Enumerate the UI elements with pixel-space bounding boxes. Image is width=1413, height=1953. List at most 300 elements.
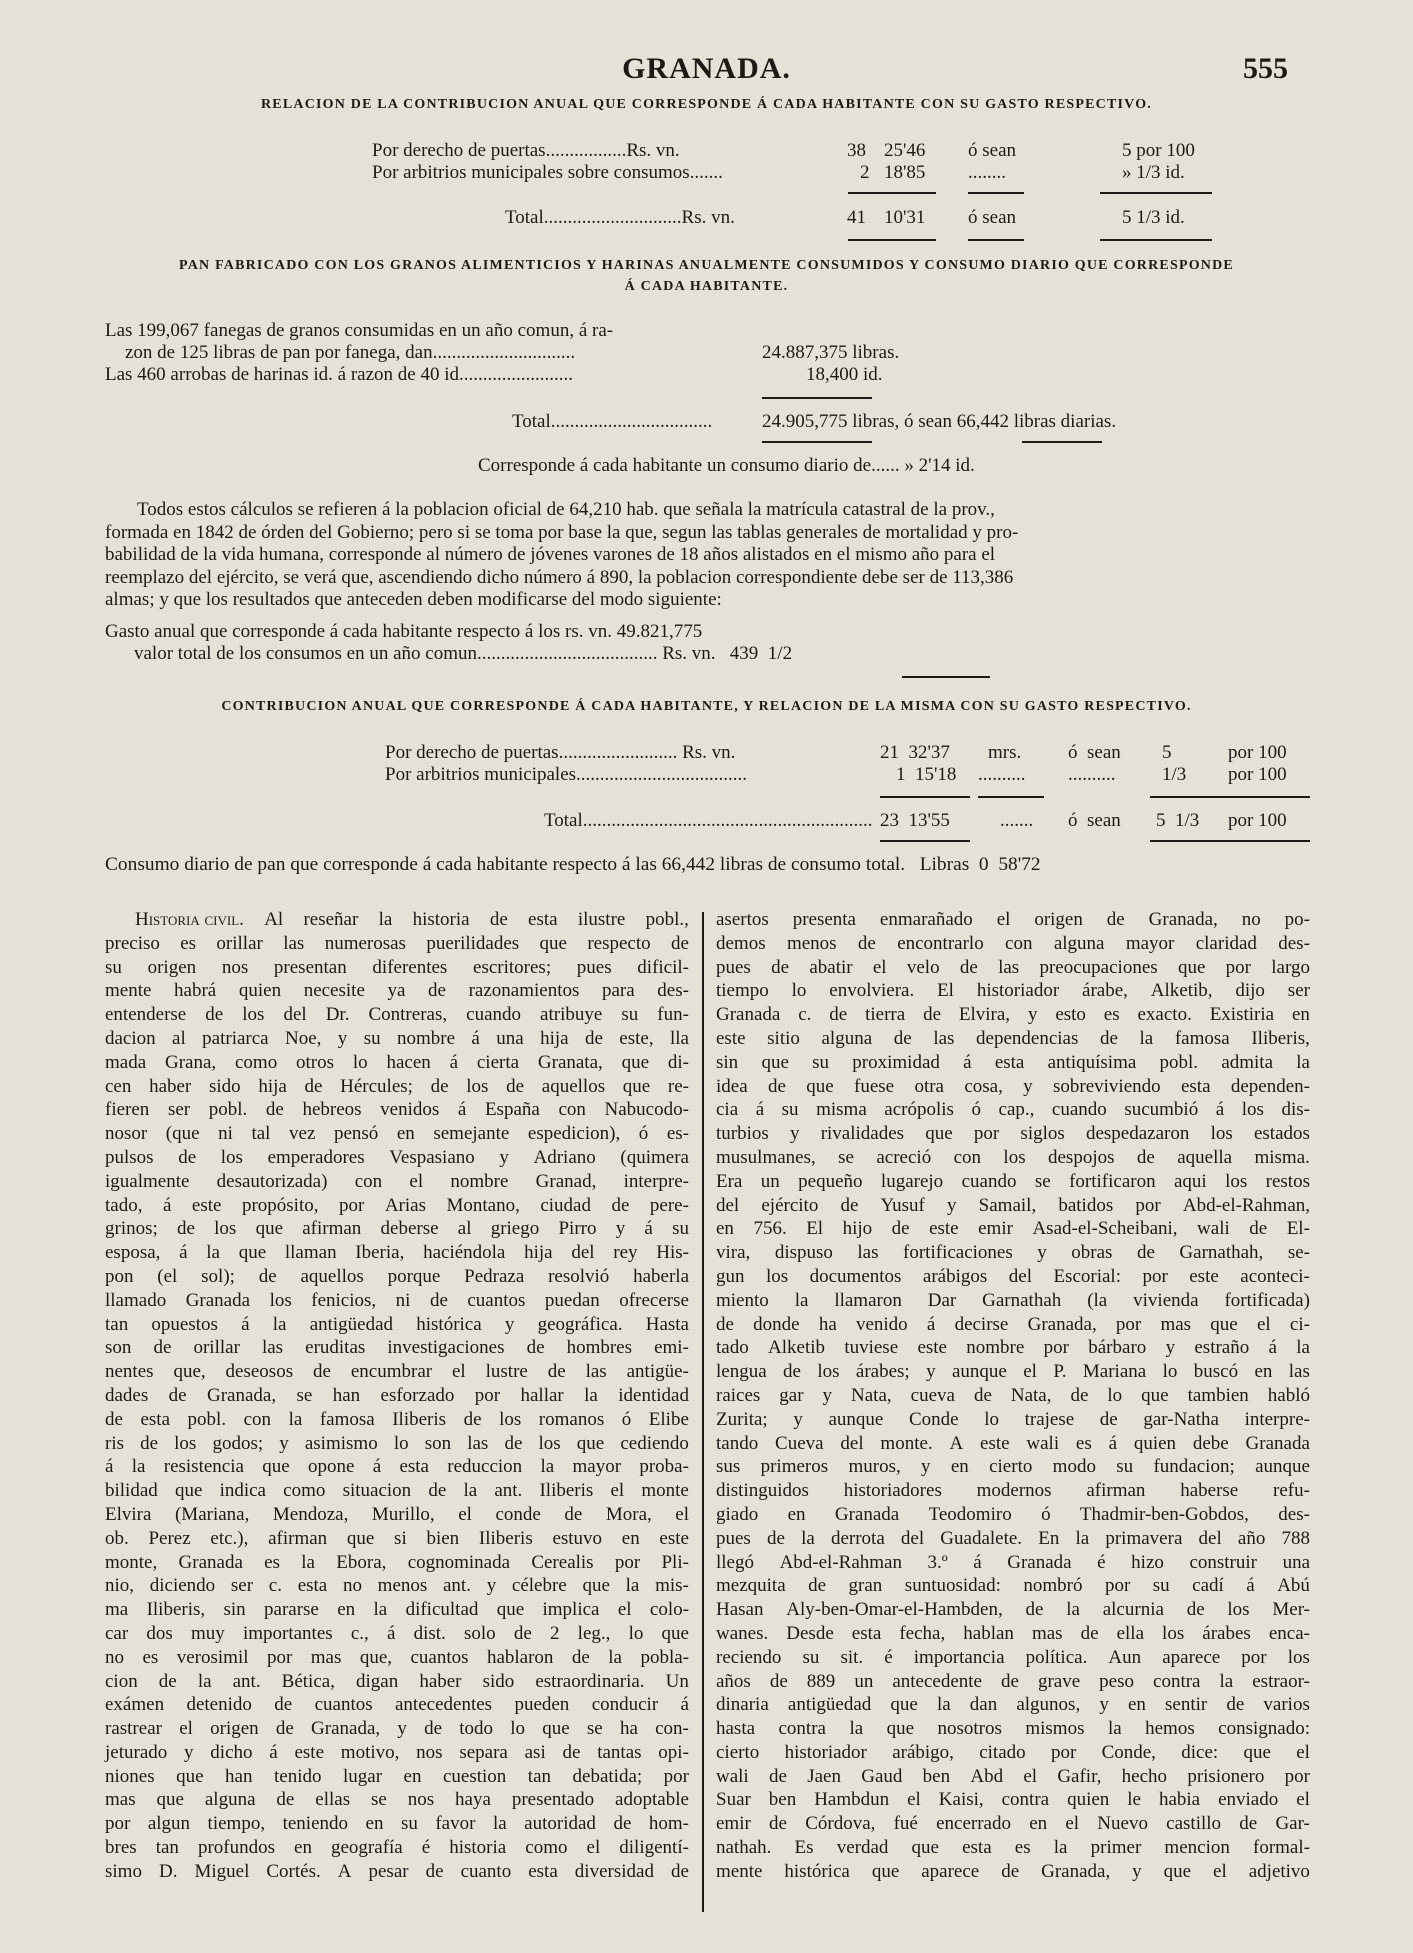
word: de	[177, 1218, 195, 1240]
word: de	[1080, 1622, 1099, 1644]
word: que,	[359, 1646, 392, 1668]
word: fortificaron	[1069, 1170, 1156, 1192]
column-line	[105, 1051, 689, 1075]
word: algunos,	[1016, 1694, 1081, 1716]
word: Un	[665, 1670, 689, 1692]
word: donde	[753, 1313, 800, 1335]
word: verosimil	[176, 1646, 249, 1668]
word: lo	[791, 980, 807, 1002]
word: hacen	[386, 1051, 431, 1073]
grain-line-2-value: 24.887,375 libras.	[762, 342, 900, 363]
word: Miguel	[194, 1860, 250, 1882]
column-line	[716, 956, 1310, 980]
word: idea	[716, 1075, 748, 1097]
word: pulsos	[105, 1146, 154, 1168]
word: Granada,	[1027, 1313, 1097, 1335]
word: en	[1029, 1813, 1048, 1835]
word: la	[206, 1242, 220, 1264]
column-line	[105, 1551, 689, 1575]
word: En	[1038, 1527, 1060, 1549]
word: lo	[1162, 1361, 1178, 1383]
word: de	[1070, 1384, 1089, 1406]
word: por	[266, 1646, 293, 1668]
column-line	[716, 1075, 1310, 1099]
word: orillar	[193, 1337, 240, 1359]
column-line	[716, 1051, 1310, 1075]
word: castillo	[1166, 1813, 1222, 1835]
word: historiador	[784, 1741, 867, 1763]
flour-line: Las 460 arrobas de harinas id. á razon de 40 id........................	[105, 364, 574, 385]
word: cuando	[961, 1170, 1017, 1192]
word: importancia	[913, 1646, 1005, 1668]
word: que	[496, 1599, 525, 1621]
word: alguna	[821, 1027, 873, 1049]
word: su	[400, 1813, 418, 1835]
word: de	[158, 1670, 177, 1692]
word: haber	[419, 1670, 462, 1692]
page-number: 555	[1243, 52, 1288, 85]
word: tenido	[273, 1765, 322, 1787]
word: esforzado	[380, 1384, 455, 1406]
annual-expense-line: Gasto anual que corresponde á cada habitante respecto á los rs. vn. 49.821,775	[105, 621, 703, 642]
word: Abd-el-Rahman,	[1182, 1194, 1310, 1216]
column-line	[716, 1289, 1310, 1313]
word: de	[893, 1027, 912, 1049]
row-value-c: ........	[968, 162, 1006, 183]
word: pequeño	[798, 1170, 863, 1192]
word: la	[373, 1599, 388, 1621]
word: esta	[528, 909, 558, 930]
word: de	[769, 1670, 788, 1692]
rule	[848, 239, 936, 241]
word: des-	[1278, 1503, 1310, 1525]
word: y	[789, 1123, 800, 1145]
word: llegó	[716, 1551, 754, 1573]
word: quien	[238, 980, 282, 1002]
column-line	[105, 1717, 689, 1741]
word: su	[802, 1646, 820, 1668]
table1-row-1	[0, 140, 1413, 164]
word: en	[396, 1123, 415, 1145]
word: 889	[806, 1670, 836, 1692]
word: Perez	[148, 1527, 191, 1549]
row-value-a: 21 32'37	[880, 742, 950, 763]
word: cierto	[716, 1741, 760, 1763]
word: no	[105, 1646, 124, 1668]
word: la	[1107, 1718, 1122, 1740]
column-divider	[702, 912, 704, 1912]
word: lo	[984, 1408, 999, 1430]
word: por	[338, 1194, 365, 1216]
row-value-b: 18'85	[884, 162, 926, 183]
word: á	[755, 1099, 765, 1121]
word: hallar	[520, 1384, 564, 1406]
word: pobla-	[640, 1646, 689, 1668]
row-label: Total.............................................................	[544, 810, 873, 831]
word: de	[1136, 1146, 1155, 1168]
word: propósito,	[241, 1194, 319, 1216]
row-value-b: .......	[1000, 810, 1034, 831]
word: antigüe-	[626, 1361, 689, 1383]
word: ni	[395, 1289, 411, 1311]
word: hija	[258, 1075, 287, 1097]
word: encumbrar	[350, 1361, 433, 1383]
word: de	[274, 1694, 293, 1716]
word: los	[538, 1432, 561, 1454]
word: esta	[1180, 1075, 1211, 1097]
word: antigüedad	[787, 1694, 872, 1716]
word: profundos	[197, 1837, 275, 1859]
word: las	[261, 1337, 284, 1359]
word: Granada,	[1041, 1860, 1111, 1882]
column-line	[105, 1670, 689, 1694]
word: Mora,	[605, 1503, 652, 1525]
word: de	[584, 1027, 603, 1049]
word: el	[1065, 1813, 1080, 1835]
word: á	[105, 1456, 114, 1478]
word: la	[272, 1313, 287, 1335]
word: dijo	[1235, 980, 1265, 1002]
word: hizo	[1131, 1551, 1164, 1573]
word: tal	[251, 1123, 271, 1145]
word: aqui	[1173, 1170, 1207, 1192]
word: El	[806, 1218, 824, 1240]
word: de	[1099, 1027, 1118, 1049]
column-line	[716, 1003, 1310, 1027]
word: hebreos	[302, 1099, 362, 1121]
column-line	[716, 1455, 1310, 1479]
word: famosa	[1174, 1027, 1230, 1049]
word: ben	[922, 1765, 951, 1787]
word: Gar-	[1275, 1813, 1310, 1835]
column-line	[105, 932, 689, 956]
word: histórica	[784, 1860, 850, 1882]
word: sido	[482, 1670, 515, 1692]
word: de	[959, 956, 978, 978]
word: y	[279, 1432, 289, 1454]
word: los	[1162, 1622, 1185, 1644]
rule	[1100, 239, 1212, 241]
word: el	[1023, 1765, 1038, 1787]
word: presenta	[792, 909, 856, 930]
column-line	[716, 1503, 1310, 1527]
word: conducir	[591, 1694, 659, 1716]
word: espedicion),	[527, 1123, 621, 1145]
word: sit.	[840, 1646, 864, 1668]
column-line	[105, 1598, 689, 1622]
word: aunque	[951, 1361, 1007, 1383]
word: nosor	[105, 1123, 148, 1145]
word: nombre	[966, 1337, 1025, 1359]
word: haberla	[633, 1265, 689, 1287]
word: antecedentes	[395, 1694, 493, 1716]
word: distinguidos	[716, 1480, 809, 1502]
word: cuantos	[467, 1289, 526, 1311]
word: por	[1115, 1313, 1142, 1335]
column-line	[105, 1336, 689, 1360]
word: hablaron	[486, 1646, 554, 1668]
word: en	[1254, 1361, 1273, 1383]
word: el	[996, 909, 1011, 930]
word: afirman	[1086, 1480, 1146, 1502]
word: emir	[978, 1218, 1013, 1240]
word: venidos	[380, 1099, 440, 1121]
word: atribuye	[540, 1004, 603, 1026]
word: lugar	[342, 1765, 383, 1787]
word: no	[1241, 909, 1261, 930]
word: de	[767, 1075, 786, 1097]
word: su	[105, 956, 122, 978]
column-line	[105, 1574, 689, 1598]
word: de	[504, 1432, 523, 1454]
word: política.	[1025, 1646, 1088, 1668]
word: tuviese	[844, 1337, 899, 1359]
word: esta	[851, 1622, 882, 1644]
word: estraordinaria.	[535, 1670, 645, 1692]
word: afirman	[302, 1218, 362, 1240]
word: Iberia,	[355, 1242, 405, 1264]
word: su	[781, 1099, 799, 1121]
word: haber	[149, 1075, 192, 1097]
word: los	[1287, 1646, 1310, 1668]
word: haya	[455, 1789, 491, 1811]
column-line	[105, 1075, 689, 1099]
word: por	[1050, 1741, 1077, 1763]
word: el	[179, 1718, 193, 1740]
word: han	[332, 1384, 361, 1406]
word: de	[105, 1408, 123, 1430]
word: desautorizada)	[216, 1170, 328, 1192]
word: bárbaro	[1088, 1337, 1147, 1359]
word: gun	[716, 1265, 745, 1287]
word: Bética,	[281, 1670, 335, 1692]
word: claridad	[1195, 932, 1257, 954]
rule	[848, 192, 936, 194]
word: que	[582, 1575, 610, 1597]
word: por	[1241, 1646, 1267, 1668]
word: ser	[1287, 980, 1310, 1002]
word: griego	[490, 1218, 540, 1240]
word: ó	[971, 1099, 981, 1121]
column-line	[105, 1146, 689, 1170]
word: mayor	[572, 1456, 622, 1478]
word: árabe,	[1082, 980, 1128, 1002]
column-line	[716, 1122, 1310, 1146]
word: la	[288, 1408, 303, 1430]
word: que	[174, 1480, 203, 1502]
word: la	[492, 1813, 507, 1835]
word: ser	[230, 1575, 254, 1597]
word: un	[760, 1170, 780, 1192]
word: ob.	[105, 1527, 129, 1549]
word: de	[671, 932, 689, 954]
word: c.	[798, 1004, 812, 1026]
rule	[880, 796, 970, 798]
word: dicho	[210, 1741, 253, 1763]
word: á	[179, 1242, 188, 1264]
word: á	[963, 1051, 972, 1073]
word: historiadores	[843, 1480, 942, 1502]
word: y	[1023, 1075, 1033, 1097]
word: de	[153, 1337, 172, 1359]
word: otros	[296, 1051, 335, 1073]
word: de	[768, 1765, 787, 1787]
word: entenderse	[105, 1004, 187, 1026]
word: á	[1215, 1099, 1225, 1121]
word: el	[1296, 1789, 1310, 1811]
word: año	[1237, 1527, 1266, 1549]
word: lo	[393, 1432, 409, 1454]
word: la	[301, 1551, 315, 1573]
word: Granada,	[206, 1384, 277, 1406]
word: árabes	[1202, 1622, 1251, 1644]
grain-line-2: zon de 125 libras de pan por fanega, dan..............................	[125, 342, 576, 363]
column-line	[105, 1812, 689, 1836]
rule	[762, 397, 872, 399]
word: se	[371, 1789, 387, 1811]
word: cueva	[910, 1384, 955, 1406]
bread-total-value: 24.905,775 libras, ó sean 66,442 libras diarias.	[762, 411, 1117, 432]
word: hasta	[716, 1718, 756, 1740]
column-line	[716, 1146, 1310, 1170]
word: misma.	[1254, 1146, 1310, 1168]
column-line	[716, 1479, 1310, 1503]
word: Kaisi,	[938, 1789, 984, 1811]
word: de	[716, 1313, 734, 1335]
word: Al	[264, 909, 284, 930]
column-line	[105, 1455, 689, 1479]
column-line	[105, 1217, 689, 1241]
word: no	[342, 1575, 362, 1597]
word: aconteci-	[1240, 1265, 1310, 1287]
word: interpre-	[1244, 1408, 1310, 1430]
word: pon	[105, 1265, 134, 1287]
word: Nabucodo-	[604, 1099, 689, 1121]
word: de	[1136, 1242, 1155, 1264]
word: wali	[1026, 1432, 1060, 1454]
word: antiquísima	[1047, 1051, 1137, 1073]
word: rastrear	[105, 1718, 162, 1740]
word: 3.º	[927, 1551, 948, 1573]
word: las	[585, 1361, 607, 1383]
table3-total-row	[0, 810, 1413, 834]
word: á	[926, 1313, 936, 1335]
word: Guadalete.	[940, 1527, 1023, 1549]
table1-row-2	[0, 162, 1413, 186]
word: el	[586, 1837, 601, 1859]
word: que	[1163, 1860, 1192, 1882]
row-value-c: ..........	[1068, 764, 1116, 785]
word: enmarañado	[879, 909, 973, 930]
word: puerilidades	[426, 932, 520, 954]
column-line	[716, 1788, 1310, 1812]
word: Mendoza,	[272, 1503, 349, 1525]
word: ya	[387, 980, 406, 1002]
word: hemos	[1145, 1718, 1195, 1740]
word: que	[255, 1218, 283, 1240]
word: de	[923, 1004, 941, 1026]
rule	[978, 796, 1044, 798]
word: Gafir,	[1057, 1765, 1102, 1787]
word: esta	[528, 1860, 558, 1882]
word: mente	[105, 980, 152, 1002]
rule	[762, 441, 872, 443]
word: deseosos	[225, 1361, 294, 1383]
word: á	[457, 1099, 467, 1121]
word: Mariana	[1082, 1361, 1147, 1383]
word: el	[1296, 1741, 1310, 1763]
word: bien	[426, 1527, 460, 1549]
word: proba-	[639, 1456, 689, 1478]
word: peso	[1099, 1670, 1134, 1692]
word: cognominada	[407, 1551, 511, 1573]
word: mas	[1031, 1622, 1063, 1644]
column-line	[716, 1027, 1310, 1051]
word: que	[1177, 956, 1206, 978]
column-line	[716, 1812, 1310, 1836]
word: autoridad	[524, 1813, 596, 1835]
word: del	[1008, 1265, 1032, 1287]
word: es	[1014, 1837, 1031, 1859]
row-value-a: 38	[847, 140, 866, 161]
table3-row-2	[0, 764, 1413, 788]
word: aquellos	[300, 1265, 364, 1287]
word: de	[771, 956, 790, 978]
word: antecedente	[892, 1670, 982, 1692]
word: la	[1053, 1837, 1068, 1859]
word: ci-	[1289, 1313, 1310, 1335]
word: cap.,	[998, 1099, 1035, 1121]
word: á	[386, 1622, 396, 1644]
word: lengua	[716, 1361, 767, 1383]
word: demos	[716, 932, 766, 954]
word: estados	[1253, 1123, 1310, 1145]
word: el	[458, 1503, 472, 1525]
word: la	[1139, 1027, 1154, 1049]
word: de	[140, 1432, 159, 1454]
word: de	[489, 909, 508, 930]
word: mas	[1160, 1313, 1192, 1335]
word: de	[857, 932, 876, 954]
column-line	[105, 908, 689, 932]
word: colo-	[649, 1599, 689, 1621]
word: tado,	[105, 1194, 143, 1216]
word: de	[506, 1075, 525, 1097]
column-line	[105, 1384, 689, 1408]
word: A	[337, 1860, 352, 1882]
word: tan	[105, 1313, 129, 1335]
word: ha	[818, 1313, 837, 1335]
word: y	[1165, 1337, 1176, 1359]
word: y	[615, 1218, 626, 1240]
word: Desde	[786, 1622, 834, 1644]
row-value-e: por 100	[1228, 742, 1287, 763]
word: ejército	[761, 1194, 819, 1216]
word: Nata,	[1010, 1384, 1052, 1406]
column-line	[716, 1408, 1310, 1432]
column-line	[716, 1241, 1310, 1265]
word: á	[372, 1456, 382, 1478]
word: Grana,	[164, 1051, 217, 1073]
column-line	[105, 1503, 689, 1527]
word: lugarejo	[880, 1170, 944, 1192]
row-value-b: 10'31	[884, 207, 926, 228]
word: preocupaciones	[1039, 956, 1158, 978]
word: su	[812, 1051, 830, 1073]
word: (el	[157, 1265, 178, 1287]
word: por	[1284, 1765, 1310, 1787]
word: lustre	[485, 1361, 528, 1383]
